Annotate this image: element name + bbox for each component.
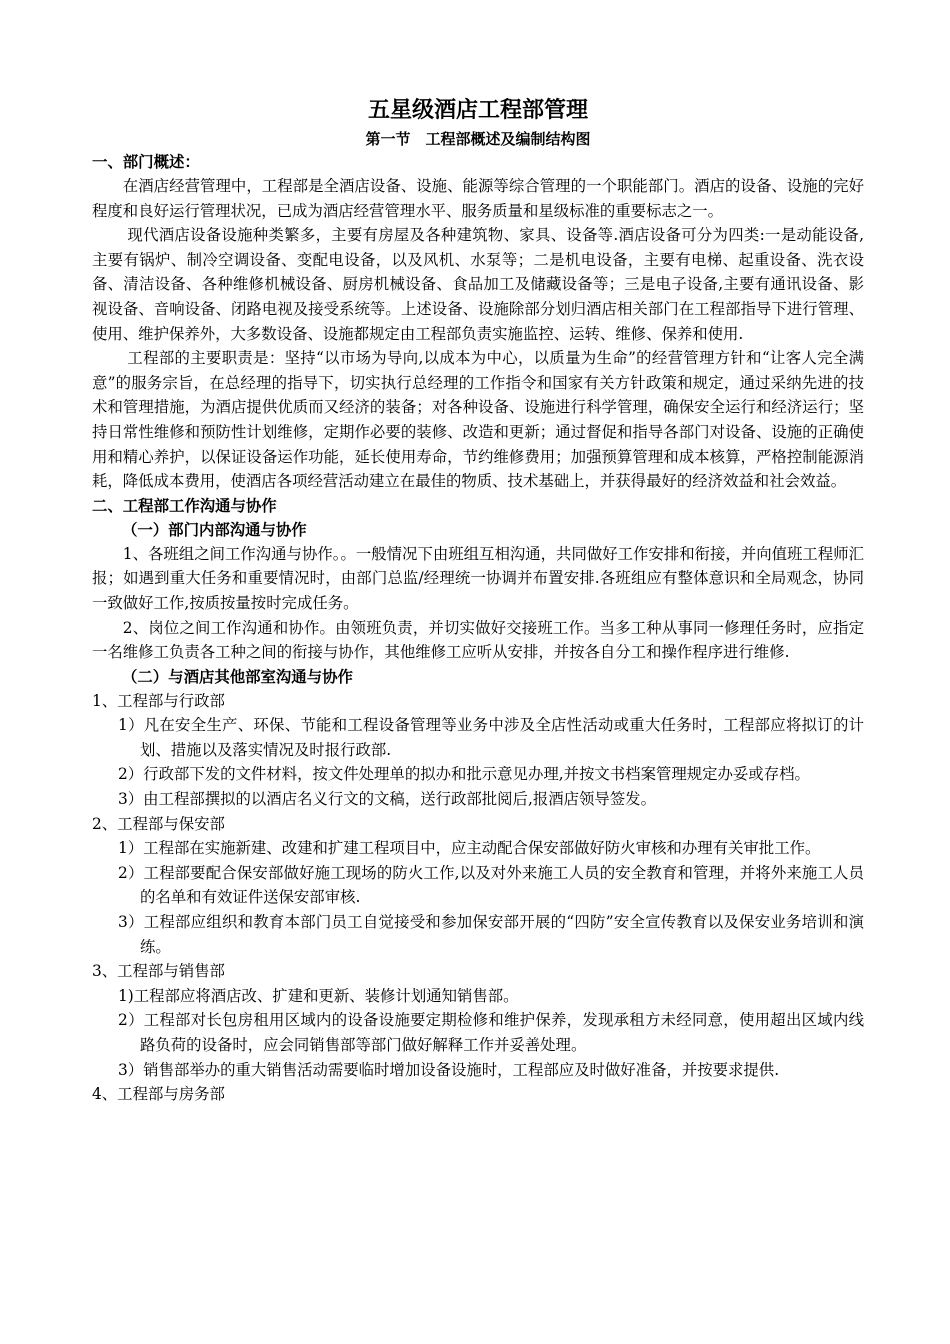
list-item: 1）凡在安全生产、环保、节能和工程设备管理等业务中涉及全店性活动或重大任务时，工程部应将拟订的计划、措施以及落实情况及时报行政部.: [118, 716, 864, 759]
list-item: 2）工程部对长包房租用区域内的设备设施要定期检修和维护保养，发现承租方未经同意，使用超出区域内线路负荷的设备时，应会同销售部等部门做好解释工作并妥善处理。: [118, 1011, 864, 1054]
section-heading-overview: 一、部门概述：: [92, 153, 200, 171]
list-item: 3）由工程部撰拟的以酒店名义行文的文稿，送行政部批阅后,报酒店领导签发。: [118, 790, 656, 809]
paragraph: 1、各班组之间工作沟通与协作。。一般情况下由班组互相沟通，共同做好工作安排和衔接，并向值班工程师汇报；如遇到重大任务和重要情况时，由部门总监/经理统一协调并布置安排.各班组应有整体意识和全局观念，协同一致做好工作,按质按量按时完成任务。: [92, 544, 864, 612]
group-title: 1、工程部与行政部: [92, 691, 225, 710]
group-title: 4、工程部与房务部: [92, 1085, 225, 1104]
paragraph: 工程部的主要职责是：坚持“以市场为导向,以成本为中心，以质量为生命”的经营管理方针和“让客人完全满意”的服务宗旨，在总经理的指导下，切实执行总经理的工作指令和国家有关方针政策和规定，通过采纳先进的技术和管理措施，为酒店提供优质而又经济的装备；对各种设备、设施进行科学管理，确保安全运行和经济运行；坚持日常性维修和预防性计划维修，定期作必要的装修、改造和更新；通过督促和指导各部门对设备、设施的正确使用和精心养护，以保证设备运作功能，延长使用寿命，节约维修费用；加强预算管理和成本核算，严格控制能源消耗，降低成本费用，使酒店各项经营活动建立在最佳的物质、技术基础上，并获得最好的经济效益和社会效益。: [92, 349, 864, 491]
section-subtitle: 第一节 工程部概述及编制结构图: [365, 130, 591, 148]
document-page: [92, 92, 864, 1107]
list-item: 1）工程部在实施新建、改建和扩建工程项目中，应主动配合保安部做好防火审核和办理有关审批工作。: [118, 839, 821, 858]
paragraph: 在酒店经营管理中，工程部是全酒店设备、设施、能源等综合管理的一个职能部门。酒店的设备、设施的完好程度和良好运行管理状况，已成为酒店经营管理水平、服务质量和星级标准的重要标志之一。: [92, 177, 864, 220]
document-title: 五星级酒店工程部管理: [367, 97, 588, 123]
group-title: 2、工程部与保安部: [92, 814, 225, 833]
list-item: 3）工程部应组织和教育本部门员工自觉接受和参加保安部开展的“四防”安全宣传教育以及保安业务培训和演练。: [118, 913, 864, 956]
list-item: 1)工程部应将酒店改、扩建和更新、装修计划通知销售部。: [118, 986, 519, 1005]
paragraph: 2、岗位之间工作沟通和协作。由领班负责，并切实做好交接班工作。当多工种从事同一修理任务时，应指定一名维修工负责各工种之间的衔接与协作，其他维修工应听从安排，并按各自分工和操作程序进行维修.: [92, 618, 864, 662]
list-item: 2）工程部要配合保安部做好施工现场的防火工作,以及对外来施工人员的安全教育和管理，并将外来施工人员的名单和有效证件送保安部审核.: [118, 863, 864, 907]
section-heading-communication: 二、工程部工作沟通与协作: [92, 496, 277, 515]
group-title: 3、工程部与销售部: [92, 962, 225, 981]
subsection-heading-external: （二）与酒店其他部室沟通与协作: [122, 667, 353, 686]
subsection-heading-internal: （一）部门内部沟通与协作: [122, 520, 307, 539]
list-item: 2）行政部下发的文件材料，按文件处理单的拟办和批示意见办理,并按文书档案管理规定办妥或存档。: [118, 765, 810, 784]
list-item: 3）销售部举办的重大销售活动需要临时增加设备设施时，工程部应及时做好准备，并按要求提供.: [118, 1060, 780, 1079]
paragraph: 现代酒店设备设施种类繁多，主要有房屋及各种建筑物、家具、设备等.酒店设备可分为四类:一是动能设备,主要有锅炉、制冷空调设备、变配电设备，以及风机、水泵等；二是机电设备，主要有电梯、起重设备、洗衣设备、清洁设备、各种维修机械设备、厨房机械设备、食品加工及储藏设备等；三是电子设备,主要有通讯设备、影视设备、音响设备、闭路电视及接受系统等。上述设备、设施除部分划归酒店相关部门在工程部指导下进行管理、使用、维护保养外，大多数设备、设施都规定由工程部负责实施监控、运转、维修、保养和使用.: [92, 226, 864, 343]
